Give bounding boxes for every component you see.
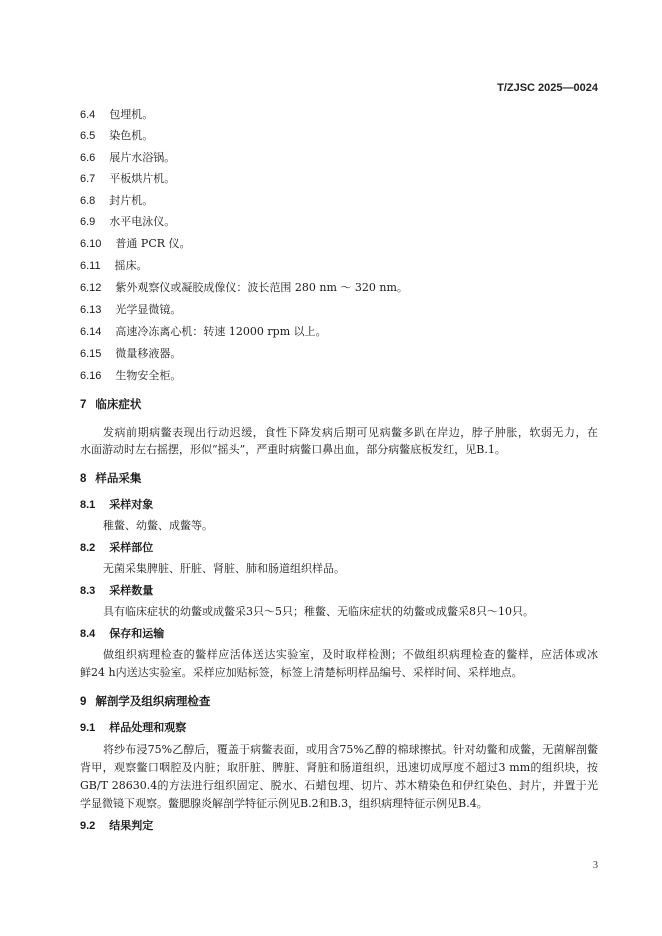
paragraph-line: 无菌采集脾脏、肝脏、肾脏、肺和肠道组织样品。 <box>103 562 345 575</box>
paragraph-line: 鲜24 h内送达实验室。采样应加贴标签，标签上清楚标明样品编号、采样时间、采样地点。 <box>80 666 523 679</box>
subsection-number: 8.3 <box>80 585 96 597</box>
list-item <box>80 215 175 229</box>
subsection-heading <box>80 584 153 598</box>
section-heading <box>80 397 141 411</box>
clause-text: 紫外观察仪或凝胶成像仪：波长范围 280 nm ～ 320 nm。 <box>115 281 408 294</box>
paragraph-line: 背甲，观察鳖口咽腔及内脏；取肝脏、脾脏、肾脏和肠道组织，迅速切成厚度不超过3 mm的组织块，按 <box>80 761 598 774</box>
clause-text: 微量移液器。 <box>115 347 182 360</box>
section-number: 8 <box>80 473 87 485</box>
list-item <box>80 172 175 186</box>
subsection-heading <box>80 498 153 512</box>
subsection-title: 采样对象 <box>109 498 154 511</box>
subsection-number: 8.2 <box>80 542 96 554</box>
subsection-heading <box>80 721 186 735</box>
paragraph-line: 发病前期病鳖表现出行动迟缓，食性下降发病后期可见病鳖多趴在岸边，脖子肿胀，软弱无力，在 <box>103 426 598 439</box>
clause-number: 6.12 <box>80 282 102 294</box>
clause-number: 6.13 <box>80 304 102 316</box>
section-title: 样品采集 <box>95 471 142 485</box>
clause-number: 6.6 <box>80 152 96 164</box>
clause-number: 6.4 <box>80 109 96 121</box>
subsection-heading <box>80 627 164 641</box>
paragraph-line: 做组织病理检查的鳖样应活体送达实验室，及时取样检测；不做组织病理检查的鳖样，应活体或冰 <box>103 648 598 661</box>
list-item <box>80 303 181 317</box>
subsection-title: 保存和运输 <box>109 627 165 640</box>
clause-number: 6.8 <box>80 195 96 207</box>
subsection-title: 样品处理和观察 <box>109 721 187 734</box>
clause-number: 6.14 <box>80 326 102 338</box>
subsection-heading <box>80 819 153 833</box>
list-item <box>80 259 148 273</box>
clause-number: 6.15 <box>80 348 102 360</box>
clause-text: 展片水浴锅。 <box>109 151 176 164</box>
subsection-number: 8.1 <box>80 499 96 511</box>
section-number: 9 <box>80 696 87 708</box>
clause-text: 平板烘片机。 <box>109 172 176 185</box>
page-number: 3 <box>593 860 598 871</box>
clause-text: 摇床。 <box>114 259 148 272</box>
list-item <box>80 237 191 251</box>
list-item <box>80 108 153 122</box>
clause-text: 光学显微镜。 <box>115 303 182 316</box>
paragraph-line: 学显微镜下观察。鳖腮腺炎解剖学特征示例见B.2和B.3，组织病理特征示例见B.4。 <box>80 797 488 810</box>
section-title: 解剖学及组织病理检查 <box>95 694 211 708</box>
list-item <box>80 151 175 165</box>
subsection-title: 采样部位 <box>109 541 154 554</box>
paragraph-line: 稚鳖、幼鳖、成鳖等。 <box>103 519 213 532</box>
document-code: T/ZJSC 2025—0024 <box>497 82 598 94</box>
clause-number: 6.9 <box>80 216 96 228</box>
subsection-number: 8.4 <box>80 628 96 640</box>
list-item <box>80 129 153 143</box>
subsection-title: 结果判定 <box>109 819 154 832</box>
section-title: 临床症状 <box>95 397 142 411</box>
subsection-heading <box>80 541 153 555</box>
list-item <box>80 347 181 361</box>
clause-text: 染色机。 <box>109 129 154 142</box>
paragraph-line: 水面游动时左右摇摆，形似“摇头”，严重时病鳖口鼻出血，部分病鳖底板发红，见B.1。 <box>80 443 506 456</box>
clause-text: 普通 PCR 仪。 <box>115 237 191 250</box>
clause-number: 6.10 <box>80 238 102 250</box>
clause-text: 高速冷冻离心机：转速 12000 rpm 以上。 <box>115 325 327 338</box>
list-item <box>80 325 327 339</box>
list-item <box>80 369 181 383</box>
list-item <box>80 281 408 295</box>
clause-text: 水平电泳仪。 <box>109 215 176 228</box>
paragraph-line: GB/T 28630.4的方法进行组织固定、脱水、石蜡包埋、切片、苏木精染色和伊红染色、封片，并置于光 <box>80 779 598 792</box>
subsection-title: 采样数量 <box>109 584 154 597</box>
clause-number: 6.5 <box>80 130 96 142</box>
clause-text: 包埋机。 <box>109 108 154 121</box>
section-heading <box>80 694 210 708</box>
subsection-number: 9.2 <box>80 820 96 832</box>
list-item <box>80 194 153 208</box>
clause-text: 封片机。 <box>109 194 154 207</box>
clause-text: 生物安全柜。 <box>115 369 182 382</box>
section-number: 7 <box>80 399 87 411</box>
subsection-number: 9.1 <box>80 722 96 734</box>
paragraph-line: 将纱布浸75%乙醇后，覆盖于病鳖表面，或用含75%乙醇的棉球擦拭。针对幼鳖和成鳖，无菌解剖鳖 <box>103 743 598 756</box>
paragraph-line: 具有临床症状的幼鳖或成鳖采3只～5只；稚鳖、无临床症状的幼鳖或成鳖采8只～10只。 <box>103 605 534 618</box>
clause-number: 6.7 <box>80 173 96 185</box>
clause-number: 6.16 <box>80 370 102 382</box>
clause-number: 6.11 <box>80 260 101 272</box>
section-heading <box>80 471 141 485</box>
